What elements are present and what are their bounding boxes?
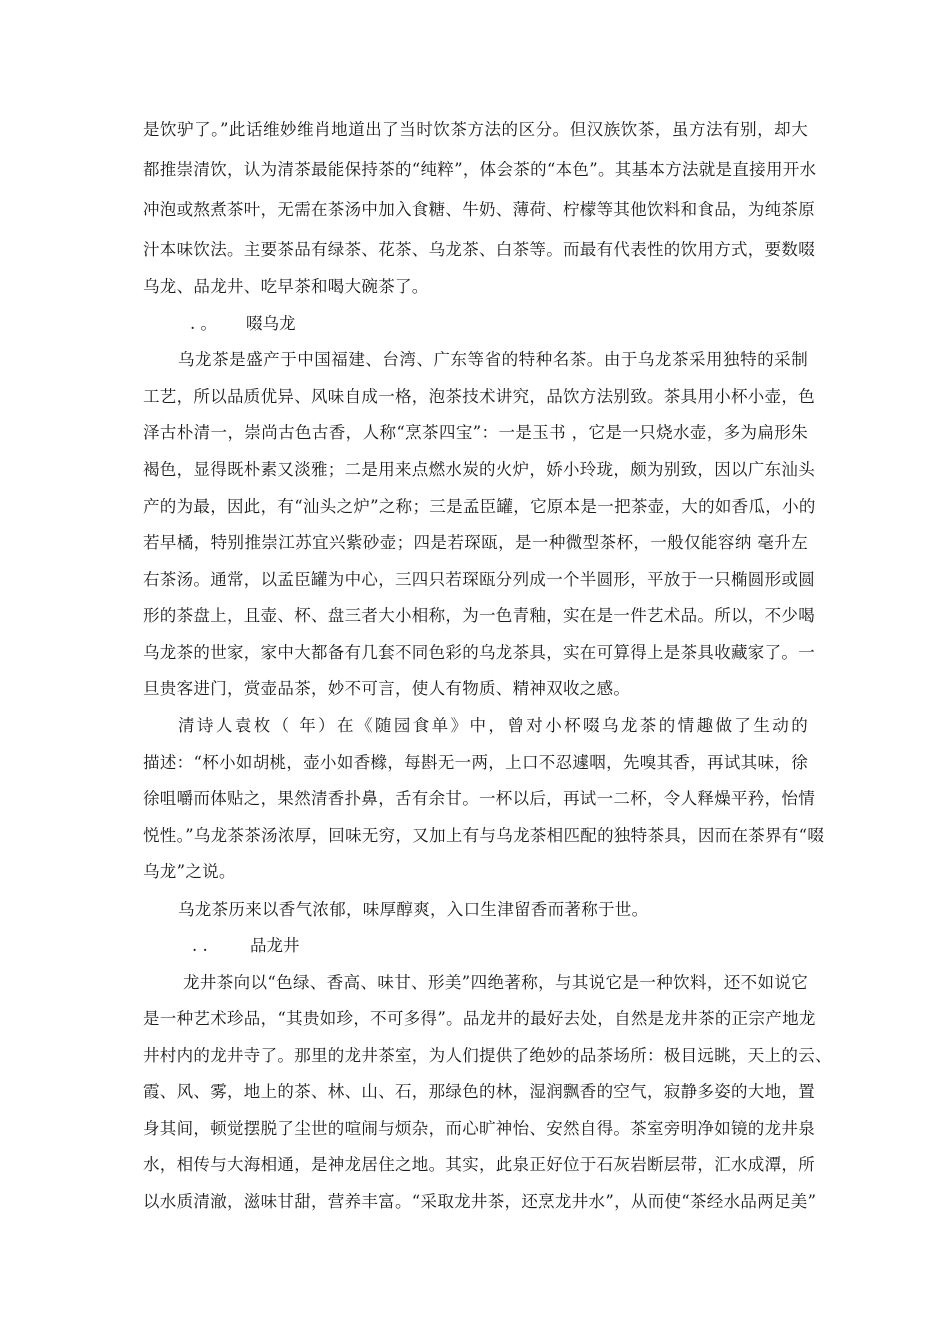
paragraph-3-line: 悦性。”乌龙茶茶汤浓厚，回味无穷，又加上有与乌龙茶相匹配的独特茶具，因而在茶界有“啜	[143, 826, 825, 845]
paragraph-5-line: 水，相传与大海相通，是神龙居住之地。其实，此泉正好位于石灰岩断层带，汇水成潭，所	[143, 1155, 815, 1174]
paragraph-2-line: 产的为最，因此，有“汕头之炉”之称；三是孟臣罐，它原本是一把茶壶，大的如香瓜，小的	[143, 497, 816, 516]
paragraph-2-line: 乌龙茶是盛产于中国福建、台湾、广东等省的特种名茶。由于乌龙茶采用独特的采制	[178, 350, 808, 369]
paragraph-3-line: 乌龙”之说。	[143, 862, 236, 881]
paragraph-2-line: 旦贵客进门，赏壶品茶，妙不可言，使人有物质、精神双收之感。	[143, 679, 631, 698]
section-heading: 品龙井	[250, 936, 300, 955]
paragraph-3-line: 描述：“杯小如胡桃，壶小如香橼，每斟无一两，上口不忍遽咽，先嗅其香，再试其味，徐	[143, 753, 808, 772]
section-number: . .	[192, 936, 208, 955]
paragraph-2-line: 工艺，所以品质优异、风味自成一格，泡茶技术讲究，品饮方法别致。茶具用小杯小壶，色	[143, 387, 815, 406]
section-number: . 。	[190, 314, 217, 333]
paragraph-1-line: 冲泡或熬煮茶叶，无需在茶汤中加入食糖、牛奶、薄荷、柠檬等其他饮料和食品，为纯茶原	[143, 200, 815, 219]
paragraph-5-line: 龙井茶向以“色绿、香高、味甘、形美”四绝著称，与其说它是一种饮料，还不如说它	[183, 973, 808, 992]
paragraph-5-line: 以水质清澈，滋味甘甜，营养丰富。“采取龙井茶，还烹龙井水”，从而使“茶经水品两足美”	[143, 1192, 817, 1211]
paragraph-1-line: 是饮驴了。”此话维妙维肖地道出了当时饮茶方法的区分。但汉族饮茶，虽方法有别，却大	[143, 120, 808, 139]
paragraph-2-line: 乌龙茶的世家，家中大都备有几套不同色彩的乌龙茶具，实在可算得上是茶具收藏家了。一	[143, 643, 815, 662]
paragraph-1-line: 都推崇清饮，认为清茶最能保持茶的“纯粹”，体会茶的“本色”。其基本方法就是直接用开水	[143, 160, 817, 179]
paragraph-2-line: 若早橘，特别推崇江苏宜兴紫砂壶；四是若琛瓯，是一种微型茶杯，一般仅能容纳 毫升左	[143, 533, 808, 552]
section-heading: 啜乌龙	[246, 314, 296, 333]
paragraph-5-line: 井村内的龙井寺了。那里的龙井茶室，为人们提供了绝妙的品茶场所：极目远眺，天上的云、	[143, 1046, 832, 1065]
paragraph-2-line: 泽古朴清一，崇尚古色古香，人称“烹茶四宝”：一是玉书 ，它是一只烧水壶，多为扁形朱	[143, 423, 808, 442]
paragraph-2-line: 褐色，显得既朴素又淡雅；二是用来点燃水炭的火炉，娇小玲珑，颇为别致，因以广东汕头	[143, 460, 815, 479]
paragraph-5-line: 身其间，顿觉摆脱了尘世的喧闹与烦杂，而心旷神怡、安然自得。茶室旁明净如镜的龙井泉	[143, 1119, 815, 1138]
paragraph-3-line: 清诗人袁枚（ 年）在《随园食单》中，曾对小杯啜乌龙茶的情趣做了生动的	[178, 716, 808, 735]
paragraph-1-line: 汁本味饮法。主要茶品有绿茶、花茶、乌龙茶、白茶等。而最有代表性的饮用方式，要数啜	[143, 240, 815, 259]
paragraph-5-line: 是一种艺术珍品，“其贵如珍，不可多得”。品龙井的最好去处，自然是龙井茶的正宗产地龙	[143, 1009, 816, 1028]
paragraph-2-line: 形的茶盘上，且壶、杯、盘三者大小相称，为一色青釉，实在是一件艺术品。所以，不少喝	[143, 606, 815, 625]
paragraph-1-line: 乌龙、品龙井、吃早茶和喝大碗茶了。	[143, 277, 429, 296]
paragraph-3-line: 徐咀嚼而体贴之，果然清香扑鼻，舌有余甘。一杯以后，再试一二杯，令人释燥平矜，怡情	[143, 789, 815, 808]
paragraph-2-line: 右茶汤。通常，以孟臣罐为中心，三四只若琛瓯分列成一个半圆形，平放于一只椭圆形或圆	[143, 570, 815, 589]
paragraph-5-line: 霞、风、雾，地上的茶、林、山、石，那绿色的林，湿润飘香的空气，寂静多姿的大地，置	[143, 1082, 815, 1101]
paragraph-4-line: 乌龙茶历来以香气浓郁，味厚醇爽，入口生津留香而著称于世。	[178, 900, 649, 919]
